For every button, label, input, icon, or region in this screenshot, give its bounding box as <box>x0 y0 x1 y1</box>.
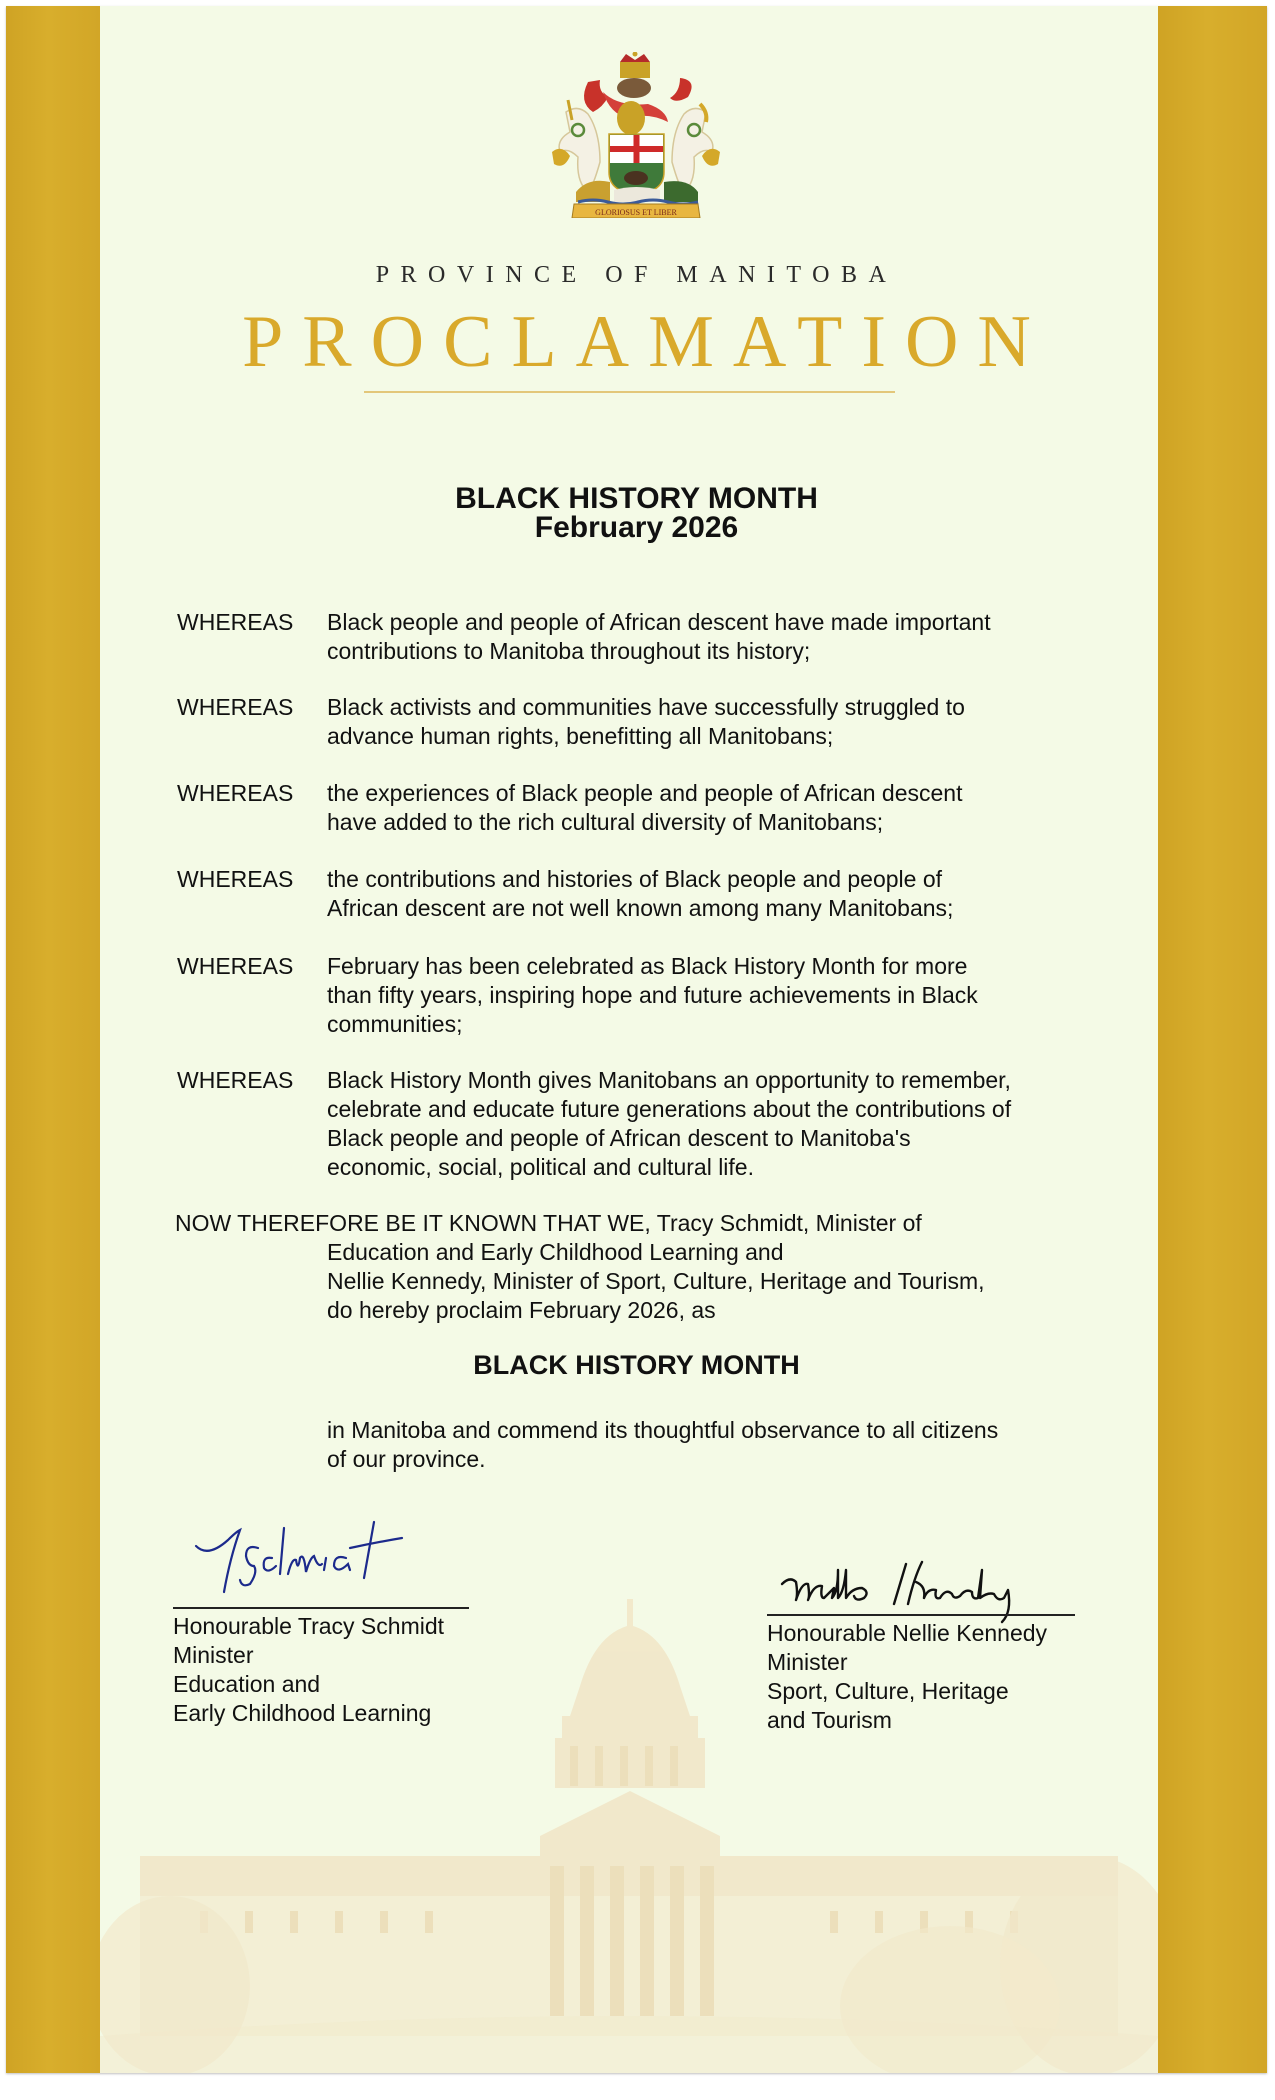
closing-statement: in Manitoba and commend its thoughtful observance to all citizens of our province. <box>327 1417 999 1472</box>
whereas-label: WHEREAS <box>177 694 294 720</box>
whereas-label: WHEREAS <box>177 866 294 892</box>
whereas-label: WHEREAS <box>177 953 294 979</box>
signatory-tracy-schmidt <box>173 1612 444 1728</box>
clause-text: Black activists and communities have successfully struggled to advance human rights, benefitting all Manitobans; <box>327 694 965 749</box>
document-title: PROCLAMATION <box>242 301 1050 383</box>
whereas-label: WHEREAS <box>177 609 294 635</box>
now-therefore-line: NOW THEREFORE BE IT KNOWN THAT WE, Tracy Schmidt, Minister of <box>175 1210 922 1236</box>
clause-text: Black people and people of African descent have made important contributions to Manitoba throughout its history; <box>327 609 991 664</box>
signatory-name: Honourable Tracy Schmidt <box>173 1613 445 1639</box>
whereas-label: WHEREAS <box>177 1067 294 1093</box>
signature-tracy-schmidt-icon <box>188 1518 408 1598</box>
proclamation-heading: BLACK HISTORY MONTH <box>455 482 818 515</box>
signature-line-left <box>173 1607 469 1609</box>
signatory-portfolio: and Tourism <box>767 1707 892 1733</box>
clause-text: the contributions and histories of Black people and people of African descent are not well known among many Manitobans; <box>327 866 954 921</box>
signatory-portfolio: Sport, Culture, Heritage <box>767 1678 1009 1704</box>
svg-text:GLORIOSUS ET LIBER: GLORIOSUS ET LIBER <box>595 208 677 217</box>
province-label: PROVINCE OF MANITOBA <box>375 262 898 288</box>
proclaimed-name: BLACK HISTORY MONTH <box>473 1350 800 1380</box>
clause-text: February has been celebrated as Black History Month for more than fifty years, inspiring hope and future achievements in Black communities; <box>327 953 978 1037</box>
signatory-role: Minister <box>173 1642 254 1668</box>
manitoba-coat-of-arms-icon <box>548 52 724 218</box>
whereas-label: WHEREAS <box>177 780 294 806</box>
title-divider <box>364 391 895 393</box>
signatory-portfolio: Education and <box>173 1671 321 1697</box>
proclamation-document <box>6 6 1267 2073</box>
signatory-role: Minister <box>767 1649 848 1675</box>
proclamation-date: February 2026 <box>534 511 739 544</box>
clause-text: Black History Month gives Manitobans an opportunity to remember, celebrate and educate future generations about the contributions of Black people and people of African descent to Manitoba's economic, social, political and cultural life. <box>327 1067 1012 1180</box>
signature-line-right <box>767 1614 1075 1616</box>
clause-text: the experiences of Black people and people of African descent have added to the rich cultural diversity of Manitobans; <box>327 780 963 835</box>
signatory-portfolio: Early Childhood Learning <box>173 1700 432 1726</box>
signatory-nellie-kennedy <box>767 1619 1047 1735</box>
signatory-name: Honourable Nellie Kennedy <box>767 1620 1048 1646</box>
proclamation-text: Education and Early Childhood Learning and Nellie Kennedy, Minister of Sport, Culture, Heritage and Tourism, do hereby proclaim February 2026, as <box>327 1239 985 1323</box>
